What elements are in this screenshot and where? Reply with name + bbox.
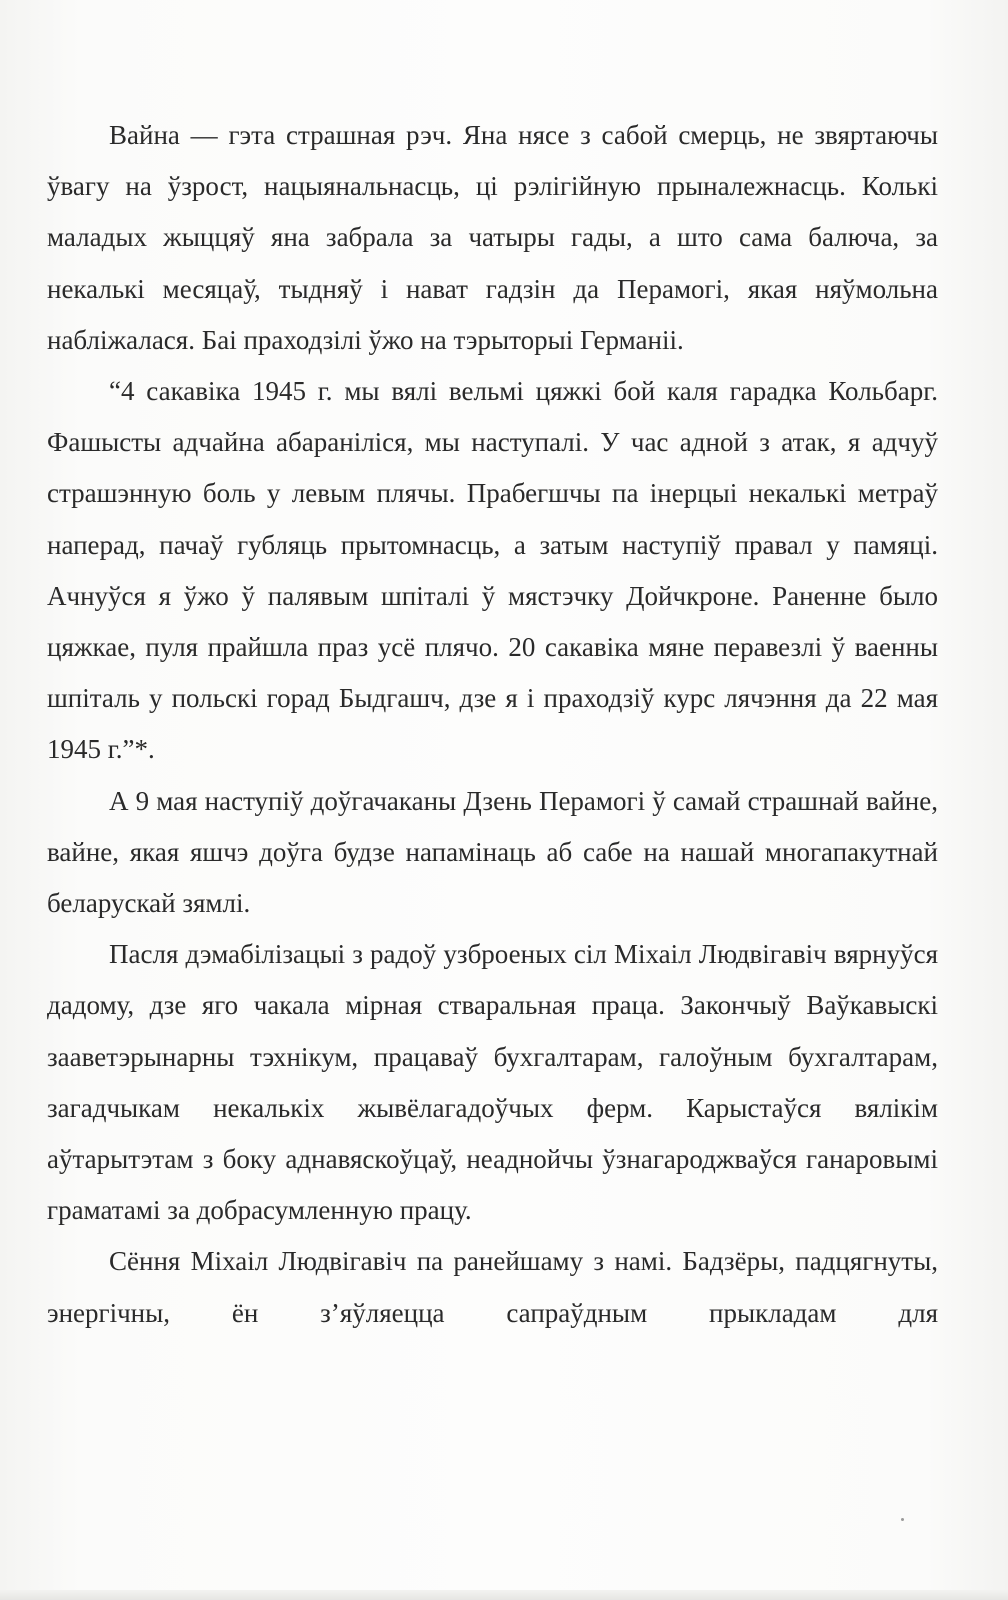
page-bottom-edge — [0, 1590, 1008, 1600]
paper-speck — [901, 1518, 904, 1521]
paragraph-quote: “4 сакавіка 1945 г. мы вялі вельмі цяжкі бой каля гарадка Кольбарг. Фашысты адчайна абараніліся, мы наступалі. У час адной з атак, я адчуў страшэнную боль у левым плячы. Прабегшчы па інерцыі некалькі метраў наперад, пачаў губляць прытомнасць, а затым наступіў правал у памяці. Ачнуўся я ўжо ў палявым шпіталі ў мястэчку Дойчкроне. Раненне было цяжкае, пуля прайшла праз усё плячо. 20 сакавіка мяне перавезлі ў ваенны шпіталь у польскі горад Быдгашч, дзе я і праходзіў курс лячэння да 22 мая 1945 г.”*. — [47, 376, 938, 765]
paragraph-demobilization: Пасля дэмабілізацыі з радоў узброеных сіл Міхаіл Людвігавіч вярнуўся дадому, дзе яго чакала мірная стваральная праца. Закончыў Ваўкавыскі зааветэрынарны тэхнікум, працаваў бухгалтарам, галоўным бухгалтарам, загадчыкам некалькіх жывёлагадоўчых ферм. Карыстаўся вялікім аўтарытэтам з боку аднавяскоўцаў, неаднойчы ўзнагароджваўся ганаровымі граматамі за добрасумленную працу. — [47, 939, 938, 1226]
paragraph-war: Вайна — гэта страшная рэч. Яна нясе з сабой смерць, не звяртаючы ўвагу на ўзрост, нацыянальнасць, ці рэлігійную прыналежнасць. Колькі маладых жыццяў яна забрала за чатыры гады, а што сама балюча, за некалькі месяцаў, тыдняў і нават гадзін да Перамогі, якая няўмольна набліжалася. Баі праходзілі ўжо на тэрыторыі Германіі. — [47, 120, 938, 355]
document-body — [47, 110, 938, 1339]
paragraph-victory-day: А 9 мая наступіў доўгачаканы Дзень Перамогі ў самай страшнай вайне, вайне, якая яшчэ доўга будзе напамінаць аб сабе на нашай многапакутнай беларускай зямлі. — [47, 785, 938, 919]
paragraph-today: Сёння Міхаіл Людвігавіч па ранейшаму з намі. Бадзёры, падцягнуты, энергічны, ён з’яўляецца сапраўдным прыкладам для — [47, 1246, 938, 1328]
